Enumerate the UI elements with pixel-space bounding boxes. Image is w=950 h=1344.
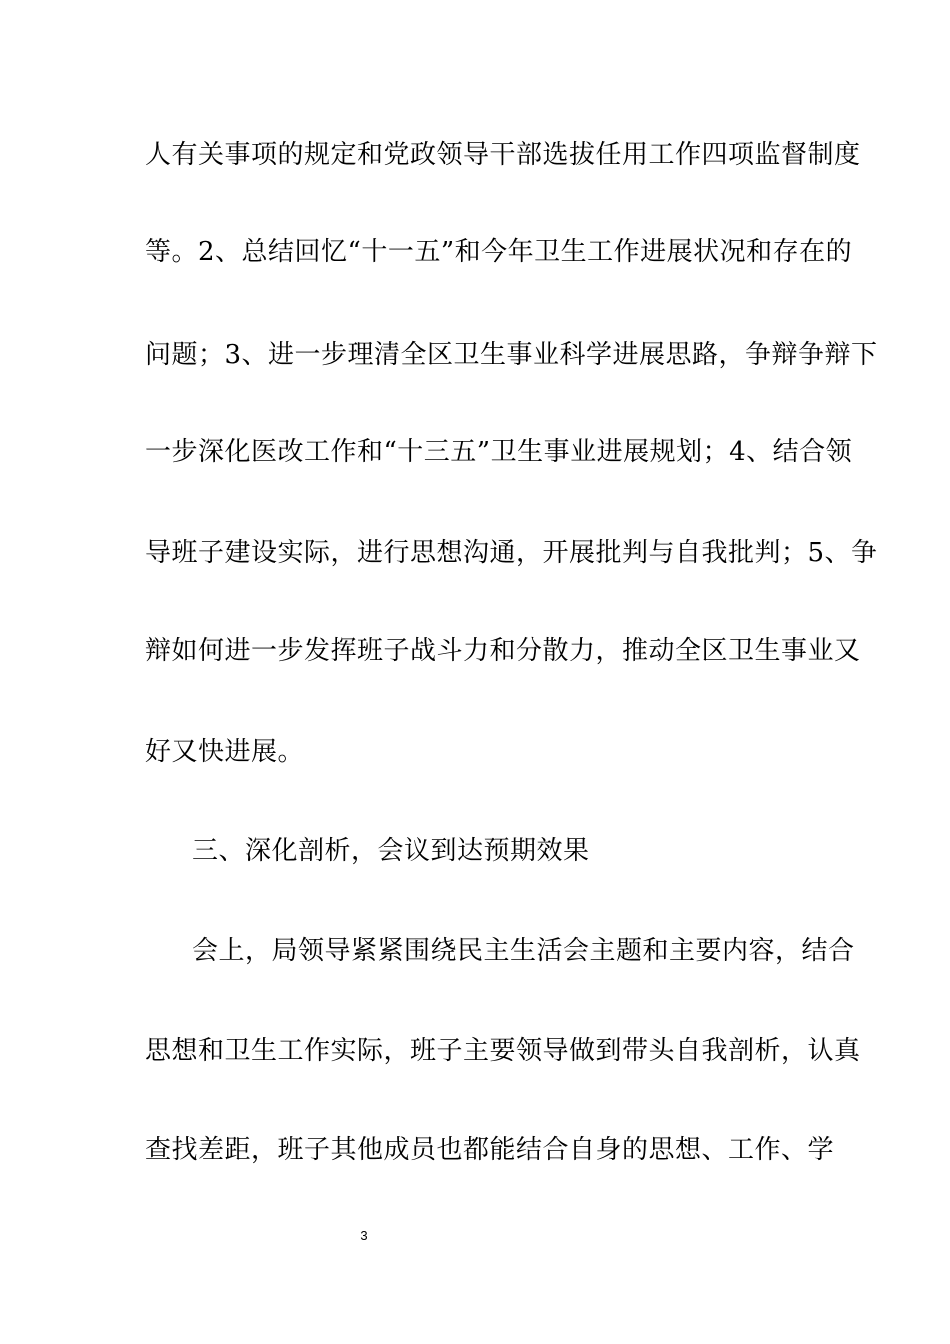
paragraph-line-5: 导班子建设实际，进行思想沟通，开展批判与自我批判；5、争 xyxy=(145,538,878,568)
paragraph-line-10: 查找差距，班子其他成员也都能结合自身的思想、工作、学 xyxy=(145,1135,835,1165)
paragraph-line-6: 辩如何进一步发挥班子战斗力和分散力，推动全区卫生事业又 xyxy=(145,636,861,666)
paragraph-line-8: 会上，局领导紧紧围绕民主生活会主题和主要内容，结合 xyxy=(192,936,855,966)
paragraph-line-1: 人有关事项的规定和党政领导干部选拔任用工作四项监督制度 xyxy=(145,140,861,170)
paragraph-line-2: 等。2、总结回忆“十一五”和今年卫生工作进展状况和存在的 xyxy=(145,237,853,267)
section-heading: 三、深化剖析，会议到达预期效果 xyxy=(192,836,590,866)
paragraph-line-3: 问题；3、进一步理清全区卫生事业科学进展思路，争辩争辩下 xyxy=(145,340,878,370)
paragraph-line-9: 思想和卫生工作实际，班子主要领导做到带头自我剖析，认真 xyxy=(145,1036,861,1066)
paragraph-line-4: 一步深化医改工作和“十三五”卫生事业进展规划；4、结合领 xyxy=(145,437,853,467)
page-number: 3 xyxy=(360,1228,368,1243)
paragraph-line-7: 好又快进展。 xyxy=(145,737,305,767)
